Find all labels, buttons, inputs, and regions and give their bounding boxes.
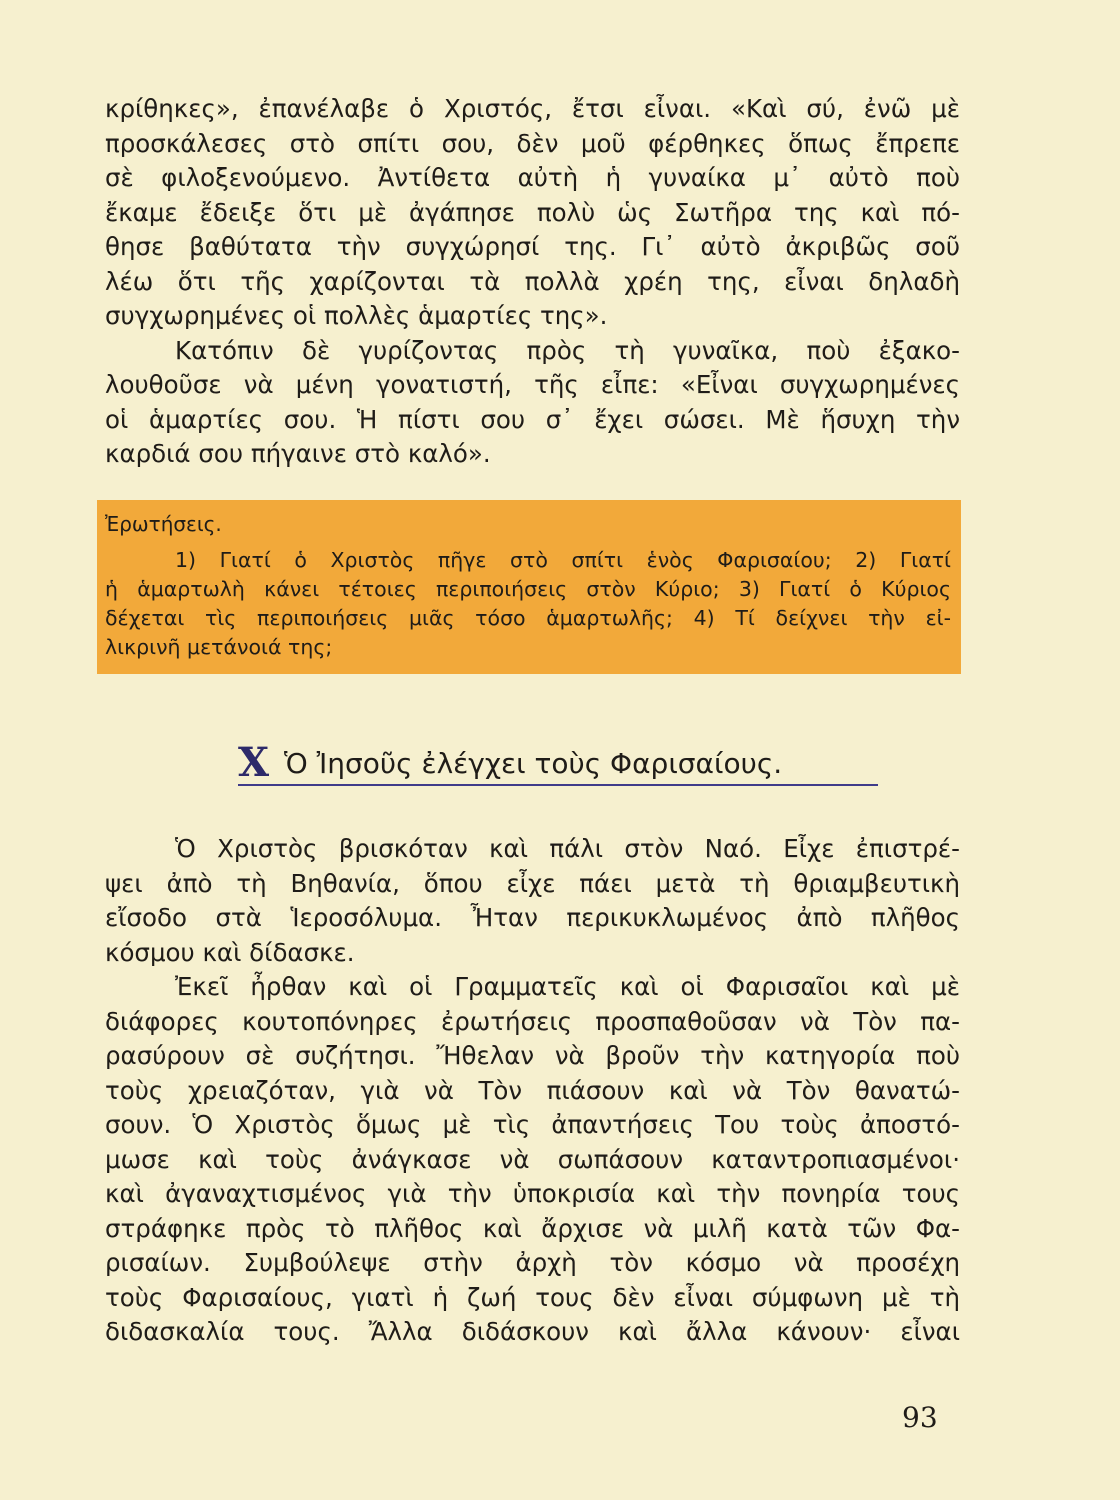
text-line: θησε βαθύτατα τὴν συγχώρησί της. Γι᾽ αὐτὸ ἀκριβῶς σοῦ [105, 232, 960, 261]
text-line: ἔκαμε ἔδειξε ὅτι μὲ ἀγάπησε πολὺ ὡς Σωτῆρα της καὶ πό- [105, 197, 960, 227]
text-line: συγχωρημένες οἱ πολλὲς ἁμαρτίες της». [105, 301, 608, 330]
text-line: λέω ὅτι τῆς χαρίζονται τὰ πολλὰ χρέη της, εἶναι δηλαδὴ [105, 266, 960, 296]
text-line: ρασύρουν σὲ συζήτησι. Ἤθελαν νὰ βροῦν τὴν κατηγορία ποὺ [105, 1041, 960, 1070]
page-number: 93 [902, 1401, 938, 1434]
body-paragraphs [105, 832, 960, 1350]
text-line: ψει ἀπὸ τὴ Βηθανία, ὅπου εἶχε πάει μετὰ τὴ θριαμβευτικὴ [105, 868, 960, 898]
text-line: σὲ φιλοξενούμενο. Ἀντίθετα αὐτὴ ἡ γυναίκα μ᾽ αὐτὸ ποὺ [105, 163, 960, 192]
text-line: τοὺς χρειαζόταν, γιὰ νὰ Τὸν πιάσουν καὶ νὰ Τὸν θανατώ- [105, 1075, 960, 1105]
text-line: καρδιά σου πήγαινε στὸ καλό». [105, 439, 491, 468]
text-line: Ὁ Χριστὸς βρισκόταν καὶ πάλι στὸν Ναό. Εἶχε ἐπιστρέ- [175, 834, 960, 863]
text-line: στράφηκε πρὸς τὸ πλῆθος καὶ ἄρχισε νὰ μιλῆ κατὰ τῶν Φα- [105, 1213, 960, 1243]
text-line: προσκάλεσες στὸ σπίτι σου, δὲν μοῦ φέρθηκες ὅπως ἔπρεπε [105, 128, 960, 158]
question-line: λικρινῆ μετάνοιά της; [105, 635, 333, 659]
text-line: καὶ ἀγαναχτισμένος γιὰ τὴν ὑποκρισία καὶ τὴν πονηρία τους [105, 1179, 960, 1208]
text-line: κρίθηκες», ἐπανέλαβε ὁ Χριστός, ἔτσι εἶναι. «Καὶ σύ, ἐνῶ μὲ [105, 94, 960, 123]
text-line: Κατόπιν δὲ γυρίζοντας πρὸς τὴ γυναῖκα, ποὺ ἐξακο- [175, 335, 960, 365]
text-line: Ἐκεῖ ἦρθαν καὶ οἱ Γραμματεῖς καὶ οἱ Φαρισαῖοι καὶ μὲ [175, 972, 960, 1001]
text-line: σουν. Ὁ Χριστὸς ὅμως μὲ τὶς ἀπαντήσεις Του τοὺς ἀποστό- [105, 1110, 960, 1139]
text-line: οἱ ἁμαρτίες σου. Ἡ πίστι σου σ᾽ ἔχει σώσει. Μὲ ἥσυχη τὴν [105, 404, 960, 434]
handwritten-mark: Χ [238, 739, 270, 786]
text-line: διδασκαλία τους. Ἄλλα διδάσκουν καὶ ἄλλα κάνουν· εἶναι [105, 1317, 960, 1346]
text-line: μωσε καὶ τοὺς ἀνάγκασε νὰ σωπάσουν καταντροπιασμένοι· [105, 1144, 960, 1174]
text-line: εἴσοδο στὰ Ἱεροσόλυμα. Ἦταν περικυκλωμένος ἀπὸ πλῆθος [105, 903, 960, 932]
question-line: δέχεται τὶς περιποιήσεις μιᾶς τόσο ἁμαρτωλῆς; 4) Τί δείχνει τὴν εἰ- [105, 606, 951, 630]
section-heading [238, 738, 888, 798]
section-title: Ὁ Ἰησοῦς ἐλέγχει τοὺς Φαρισαίους. [284, 747, 783, 780]
top-paragraphs [105, 92, 960, 472]
text-line: τοὺς Φαρισαίους, γιατὶ ἡ ζωή τους δὲν εἶναι σύμφωνη μὲ τὴ [105, 1282, 960, 1312]
text-line: κόσμου καὶ δίδασκε. [105, 937, 355, 967]
text-line: διάφορες κουτοπόνηρες ἐρωτήσεις προσπαθοῦσαν νὰ Τὸν πα- [105, 1006, 960, 1036]
questions-box [97, 500, 961, 674]
heading-underline [238, 784, 878, 786]
questions-title: Ἐρωτήσεις. [105, 512, 222, 536]
text-line: λουθοῦσε νὰ μένη γονατιστή, τῆς εἶπε: «Εἶναι συγχωρημένες [105, 370, 960, 399]
text-line: ρισαίων. Συμβούλεψε στὴν ἀρχὴ τὸν κόσμο νὰ προσέχη [105, 1248, 960, 1277]
question-line: 1) Γιατί ὁ Χριστὸς πῆγε στὸ σπίτι ἑνὸς Φαρισαίου; 2) Γιατί [175, 548, 951, 572]
question-line: ἡ ἁμαρτωλὴ κάνει τέτοιες περιποιήσεις στὸν Κύριο; 3) Γιατί ὁ Κύριος [105, 577, 951, 601]
